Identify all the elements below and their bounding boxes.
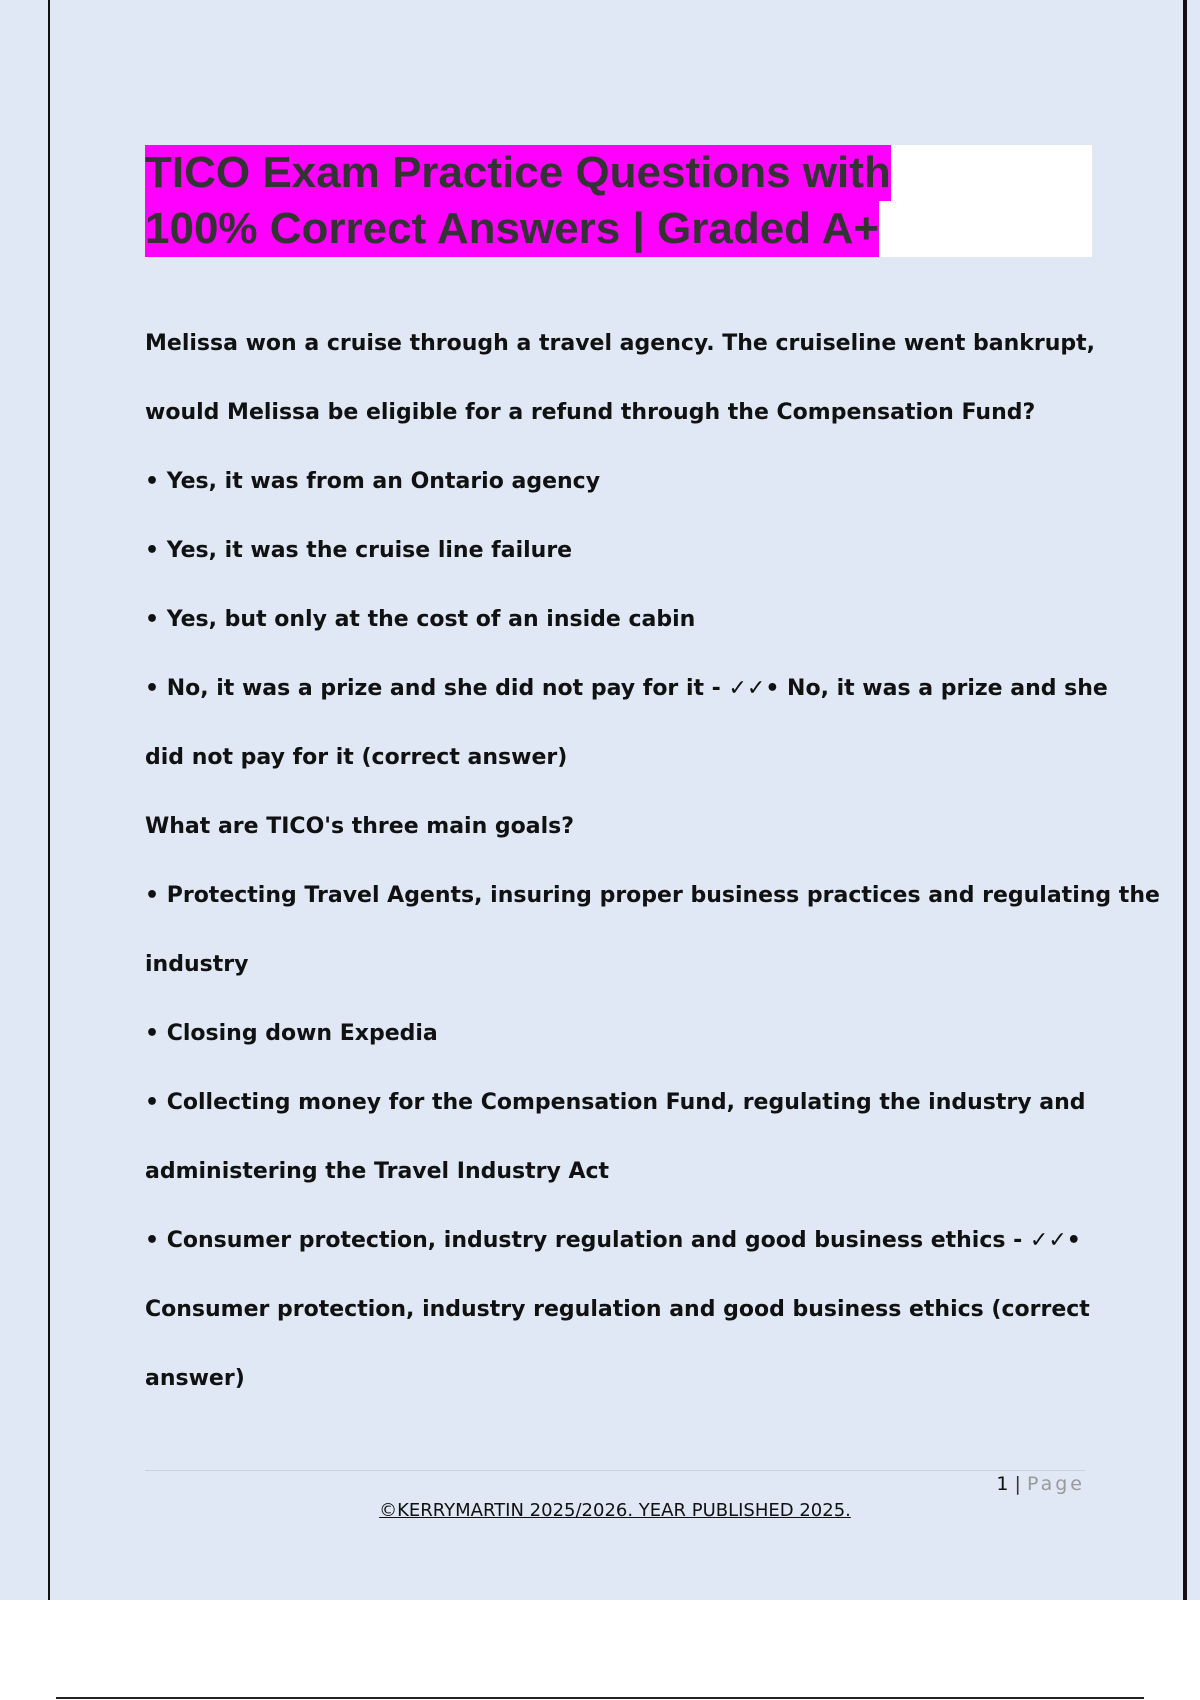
question-1-option-c: • Yes, but only at the cost of an inside cabin [145,607,696,632]
document-body [145,314,1160,1418]
page-border-left [48,0,50,1600]
question-1-answer: did not pay for it (correct answer) [145,745,568,770]
question-2-option-a-cont: industry [145,952,249,977]
bottom-divider [56,1697,1144,1699]
question-1-option-b: • Yes, it was the cruise line failure [145,538,573,563]
page-number-value: 1 [996,1473,1009,1495]
page-border-right [1183,0,1187,1600]
question-2-option-d: • Consumer protection, industry regulation and good business ethics - ✓✓• [145,1228,1081,1253]
question-2-option-c: • Collecting money for the Compensation Fund, regulating the industry and [145,1090,1086,1115]
question-1-option-d: • No, it was a prize and she did not pay for it - ✓✓• No, it was a prize and she [145,676,1108,701]
page-number [950,1473,1085,1495]
question-2-answer: Consumer protection, industry regulation and good business ethics (correct [145,1297,1090,1322]
question-1-line-2: would Melissa be eligible for a refund through the Compensation Fund? [145,400,1036,425]
copyright-footer: ©KERRYMARTIN 2025/2026. YEAR PUBLISHED 2025. [379,1500,851,1521]
page-number-separator: | [1014,1473,1021,1495]
question-1-option-a: • Yes, it was from an Ontario agency [145,469,601,494]
document-title-line-1: TICO Exam Practice Questions with [145,145,891,201]
question-1-line-1: Melissa won a cruise through a travel agency. The cruiseline went bankrupt, [145,331,1096,356]
page-label: Page [1027,1473,1085,1495]
question-2-option-b: • Closing down Expedia [145,1021,438,1046]
question-2-line-1: What are TICO's three main goals? [145,814,575,839]
document-title-line-2: 100% Correct Answers | Graded A+ [145,201,879,257]
question-2-option-c-cont: administering the Travel Industry Act [145,1159,610,1184]
question-2-option-a: • Protecting Travel Agents, insuring proper business practices and regulating the [145,883,1160,908]
question-2-answer-cont: answer) [145,1366,245,1391]
footer-divider [145,1470,1085,1471]
